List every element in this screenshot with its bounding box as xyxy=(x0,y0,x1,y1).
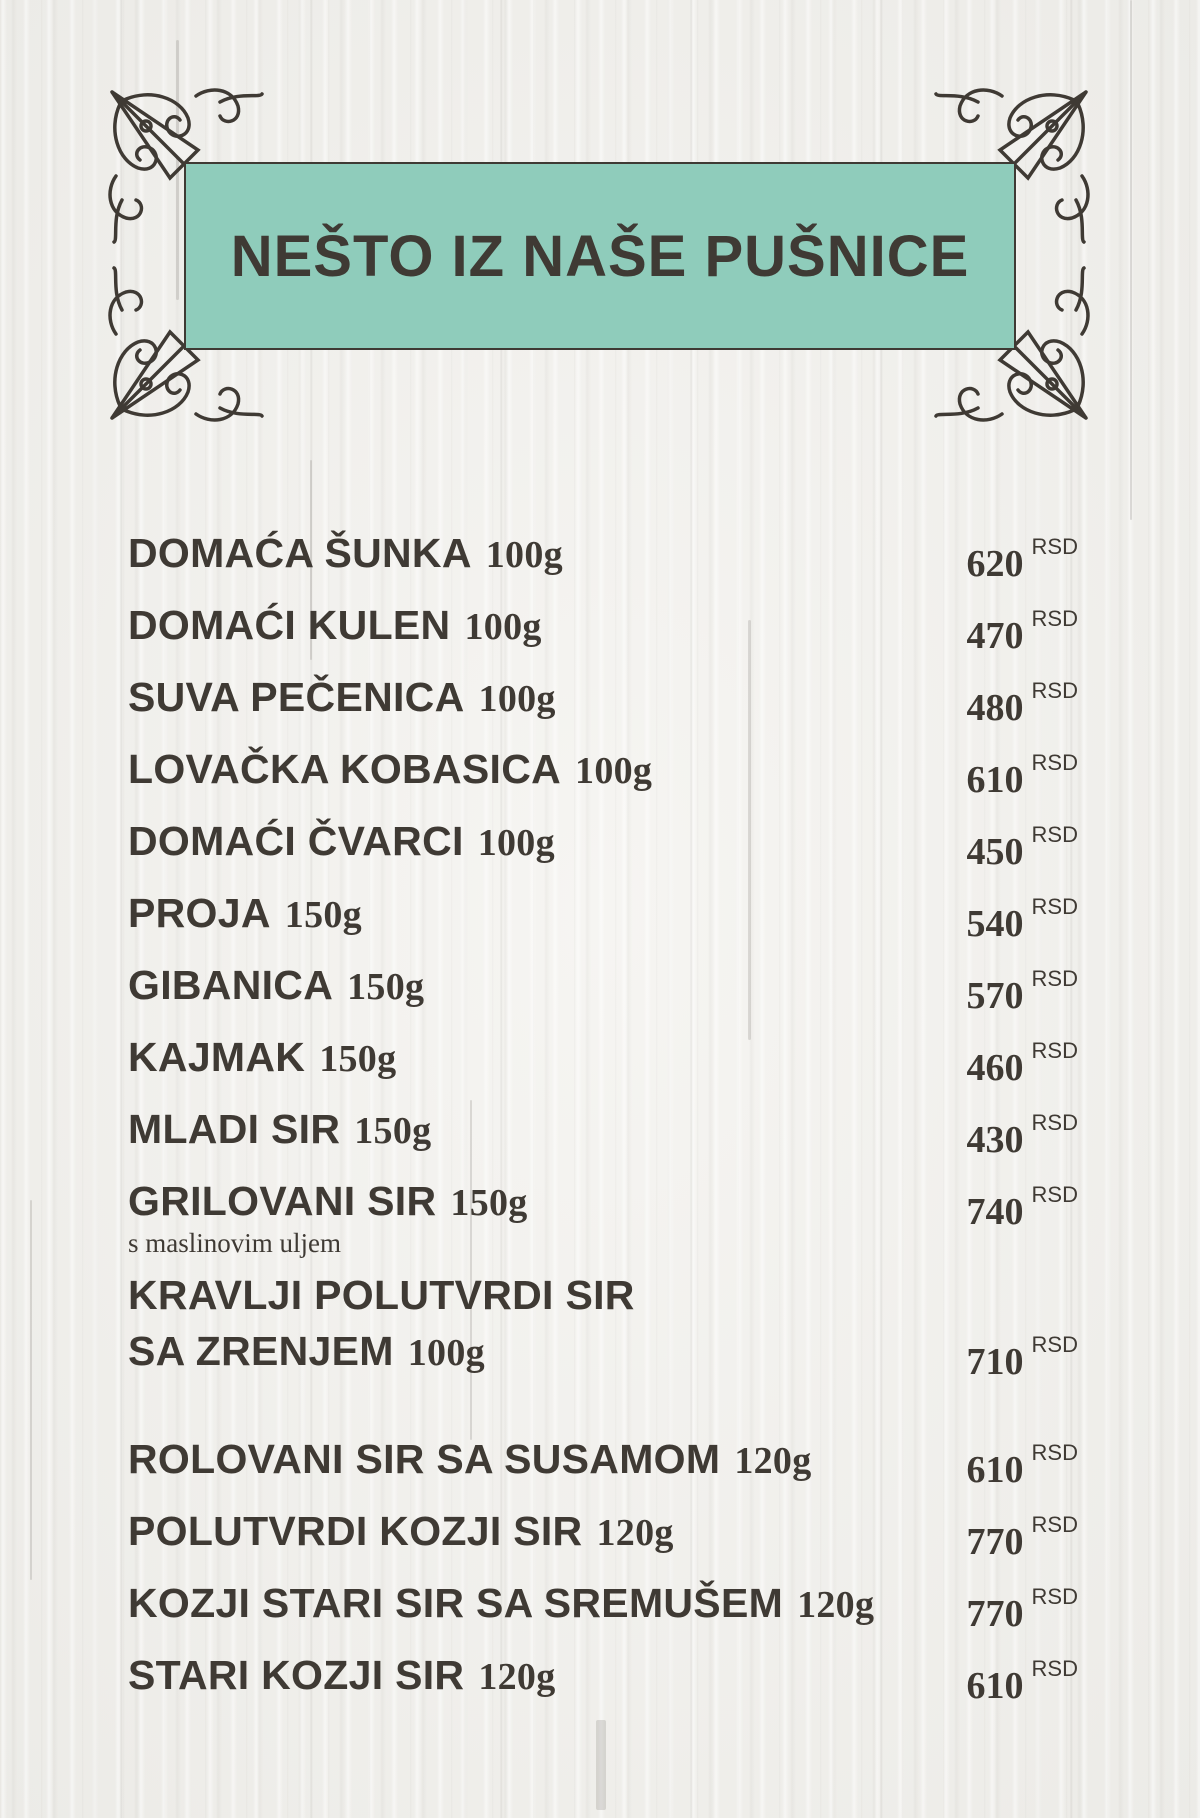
currency-label: RSD xyxy=(1031,1656,1078,1681)
item-name: MLADI SIR xyxy=(128,1106,341,1152)
item-weight: 150g xyxy=(450,1182,528,1224)
menu-item xyxy=(128,1024,1078,1096)
wood-texture-mark xyxy=(30,1200,32,1580)
menu-item xyxy=(128,592,1078,664)
item-name: POLUTVRDI KOZJI SIR xyxy=(128,1508,583,1554)
item-weight: 100g xyxy=(478,678,556,720)
item-weight: 150g xyxy=(284,894,362,936)
menu-item xyxy=(128,808,1078,880)
item-price: 610 xyxy=(966,759,1024,801)
item-weight: 150g xyxy=(347,966,425,1008)
currency-label: RSD xyxy=(1031,1584,1078,1609)
item-weight: 100g xyxy=(407,1332,485,1374)
item-price: 620 xyxy=(966,543,1024,585)
item-weight: 100g xyxy=(485,534,563,576)
currency-label: RSD xyxy=(1031,606,1078,631)
item-name: STARI KOZJI SIR xyxy=(128,1652,465,1698)
currency-label: RSD xyxy=(1031,1512,1078,1537)
currency-label: RSD xyxy=(1031,894,1078,919)
currency-label: RSD xyxy=(1031,534,1078,559)
item-name: DOMAĆI ČVARCI xyxy=(128,818,464,864)
menu-item xyxy=(128,1570,1078,1642)
item-price: 610 xyxy=(966,1665,1024,1707)
menu-item xyxy=(128,1096,1078,1168)
currency-label: RSD xyxy=(1031,822,1078,847)
item-name-line1: KRAVLJI POLUTVRDI SIR xyxy=(128,1272,635,1318)
currency-label: RSD xyxy=(1031,966,1078,991)
item-weight: 150g xyxy=(319,1038,397,1080)
menu-item xyxy=(128,880,1078,952)
currency-label: RSD xyxy=(1031,1038,1078,1063)
item-name: KAJMAK xyxy=(128,1034,306,1080)
currency-label: RSD xyxy=(1031,678,1078,703)
menu-list xyxy=(128,520,1078,1714)
currency-label: RSD xyxy=(1031,1110,1078,1135)
item-weight: 120g xyxy=(478,1656,556,1698)
item-price: 710 xyxy=(966,1341,1024,1383)
menu-item xyxy=(128,1426,1078,1498)
wood-texture-mark xyxy=(596,1720,606,1810)
title-banner xyxy=(184,162,1016,350)
currency-label: RSD xyxy=(1031,750,1078,775)
menu-item xyxy=(128,1498,1078,1570)
item-name: DOMAĆA ŠUNKA xyxy=(128,530,472,576)
menu-item xyxy=(128,736,1078,808)
item-price: 480 xyxy=(966,687,1024,729)
menu-item xyxy=(128,664,1078,736)
item-price: 770 xyxy=(966,1521,1024,1563)
menu-item xyxy=(128,1168,1078,1260)
menu-item xyxy=(128,1260,1078,1426)
menu-item xyxy=(128,952,1078,1024)
item-price: 770 xyxy=(966,1593,1024,1635)
item-weight: 120g xyxy=(797,1584,875,1626)
item-note: s maslinovim uljem xyxy=(128,1228,341,1258)
item-weight: 100g xyxy=(575,750,653,792)
item-name: DOMAĆI KULEN xyxy=(128,602,451,648)
item-name: LOVAČKA KOBASICA xyxy=(128,746,562,792)
item-price: 540 xyxy=(966,903,1024,945)
item-price: 450 xyxy=(966,831,1024,873)
page-title: NEŠTO IZ NAŠE PUŠNICE xyxy=(230,223,970,289)
item-price: 460 xyxy=(966,1047,1024,1089)
wood-texture-mark xyxy=(1130,0,1132,520)
item-name: GRILOVANI SIR xyxy=(128,1178,437,1224)
item-weight: 120g xyxy=(596,1512,674,1554)
item-name: KOZJI STARI SIR SA SREMUŠEM xyxy=(128,1580,784,1626)
item-price: 610 xyxy=(966,1449,1024,1491)
item-name: PROJA xyxy=(128,890,271,936)
item-price: 740 xyxy=(966,1191,1024,1233)
item-name: ROLOVANI SIR SA SUSAMOM xyxy=(128,1436,721,1482)
item-weight: 150g xyxy=(354,1110,432,1152)
item-price: 470 xyxy=(966,615,1024,657)
item-weight: 100g xyxy=(477,822,555,864)
item-name-line2: SA ZRENJEM xyxy=(128,1328,394,1374)
currency-label: RSD xyxy=(1031,1182,1078,1207)
item-weight: 100g xyxy=(464,606,542,648)
item-name: GIBANICA xyxy=(128,962,334,1008)
currency-label: RSD xyxy=(1031,1332,1078,1357)
item-price: 570 xyxy=(966,975,1024,1017)
item-weight: 120g xyxy=(734,1440,812,1482)
menu-item xyxy=(128,1642,1078,1714)
title-frame xyxy=(100,80,1098,430)
item-name: SUVA PEČENICA xyxy=(128,674,465,720)
menu-item xyxy=(128,520,1078,592)
currency-label: RSD xyxy=(1031,1440,1078,1465)
item-price: 430 xyxy=(966,1119,1024,1161)
